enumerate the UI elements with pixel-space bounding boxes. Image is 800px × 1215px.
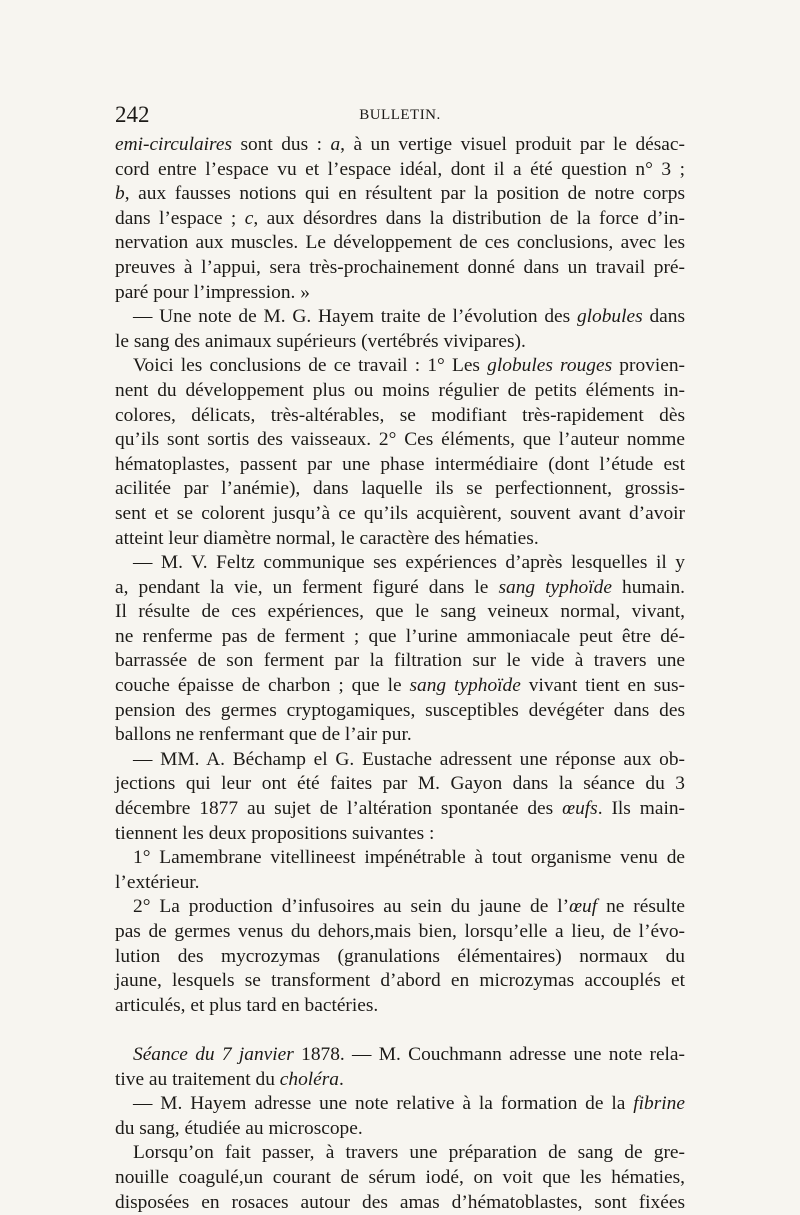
text-run: atteint leur diamètre normal, le caractère des hématies.: [115, 527, 539, 549]
text-line: [115, 305, 685, 330]
text-line: [115, 453, 685, 478]
text-run: .: [339, 1068, 344, 1090]
text-line: [115, 1092, 685, 1117]
italic-text: sang typhoïde: [498, 576, 612, 598]
paragraph-gap: [115, 1018, 685, 1043]
italic-text: a: [330, 134, 341, 155]
text-line: [115, 625, 685, 650]
italic-text: globules: [576, 306, 643, 328]
text-run: preuves à l’appui, sera très-prochainement donné dans un travail pré-: [115, 256, 685, 278]
text-run: jaune, lesquels se transforment d’abord en microzymas accouplés et: [115, 970, 685, 992]
text-run: Lorsqu’on fait passer, à travers une préparation de sang de gre-: [133, 1142, 685, 1164]
text-run: l’extérieur.: [115, 871, 200, 893]
text-line: [115, 846, 685, 871]
text-run: ballons ne renfermant que de l’air pur.: [115, 724, 412, 746]
italic-text: fibrine: [633, 1093, 685, 1115]
text-run: Voici les conclusions de ce travail : 1° Les: [133, 355, 488, 377]
text-line: [115, 477, 685, 502]
text-line: [115, 1117, 685, 1142]
text-line: [115, 502, 685, 527]
text-line: [115, 920, 685, 945]
text-line: [115, 379, 685, 404]
text-run: , à un vertige visuel produit par le désac-: [340, 134, 685, 155]
text-line: [115, 428, 685, 453]
text-run: nent du développement plus ou moins régulier de petits éléments in-: [115, 379, 685, 401]
text-line: [115, 133, 685, 158]
text-run: du sang, étudiée au microscope.: [115, 1117, 363, 1139]
text-line: [115, 772, 685, 797]
text-line: [115, 158, 685, 183]
text-run: pas de germes venus du dehors,mais bien, lorsqu’elle a lieu, de l’évo-: [115, 921, 685, 942]
text-line: [115, 871, 685, 896]
text-run: tiennent les deux propositions suivantes :: [115, 822, 435, 844]
text-run: hématoplastes, passent par une phase intermédiaire (dont l’étude est: [115, 453, 685, 475]
text-run: — Une note de M. G. Hayem traite de l’évolution des: [133, 306, 577, 328]
text-run: nervation aux muscles. Le développement de ces conclusions, avec les: [115, 232, 685, 254]
italic-text: b: [115, 183, 125, 205]
text-run: . Ils main-: [597, 798, 686, 820]
running-head: BULLETIN.: [359, 107, 441, 123]
text-run: Il résulte de ces expériences, que le sang veineux normal, vivant,: [115, 601, 685, 623]
text-run: ne résulte: [597, 896, 685, 918]
text-line: [115, 994, 685, 1019]
text-run: — M. Hayem adresse une note relative à la formation de la: [133, 1093, 634, 1115]
text-line: [115, 527, 685, 552]
text-run: tive au traitement du: [115, 1068, 280, 1090]
text-run: cord entre l’espace vu et l’espace idéal, dont il a été question n° 3 ;: [115, 158, 685, 180]
italic-text: Séance du 7 janvier: [133, 1043, 294, 1065]
text-line: [115, 182, 685, 207]
text-run: 2° La production d’infusoires au sein du jaune de l’: [133, 896, 570, 918]
text-run: qu’ils sont sortis des vaisseaux. 2° Ces éléments, que l’auteur nomme: [115, 429, 685, 451]
text-run: — M. V. Feltz communique ses expériences d’après lesquelles il y: [133, 552, 685, 574]
text-line: [115, 281, 685, 306]
text-run: décembre 1877 au sujet de l’altération spontanée des: [115, 798, 563, 820]
text-run: sont dus :: [232, 134, 331, 155]
text-line: [115, 256, 685, 281]
text-run: , aux désordres dans la distribution de la force d’in-: [253, 207, 685, 229]
text-line: [115, 404, 685, 429]
text-run: nouille coagulé,un courant de sérum iodé, on voit que les hématies,: [115, 1166, 685, 1188]
text-run: a, pendant la vie, un ferment figuré dans le: [115, 576, 499, 598]
text-line: [115, 1141, 685, 1166]
text-run: ne renferme pas de ferment ; que l’urine ammoniacale peut être dé-: [115, 625, 685, 647]
text-line: [115, 1166, 685, 1191]
italic-text: œuf: [569, 896, 598, 918]
text-line: [115, 969, 685, 994]
text-run: provien-: [612, 355, 685, 377]
text-run: pension des germes cryptogamiques, susceptibles devégéter dans des: [115, 699, 685, 721]
text-run: vivant tient en sus-: [520, 675, 685, 697]
text-line: [115, 551, 685, 576]
italic-text: choléra: [279, 1068, 339, 1090]
text-run: acilitée par l’anémie), dans laquelle ils se perfectionnent, grossis-: [115, 478, 685, 500]
text-run: 1° Lamembrane vitellineest impénétrable à tout organisme venu de: [133, 847, 685, 869]
italic-text: globules rouges: [487, 355, 613, 377]
text-line: [115, 649, 685, 674]
text-run: paré pour l’impression. »: [115, 281, 310, 303]
text-line: [115, 231, 685, 256]
italic-text: emi-circulaires: [115, 134, 233, 155]
text-line: [115, 822, 685, 847]
text-run: lution des mycrozymas (granulations élémentaires) normaux du: [115, 945, 685, 967]
text-line: [115, 330, 685, 355]
text-line: [115, 576, 685, 601]
page-header: [115, 102, 685, 126]
text-run: dans l’espace ;: [115, 207, 245, 229]
text-line: [115, 748, 685, 773]
text-run: le sang des animaux supérieurs (vertébrés vivipares).: [115, 330, 526, 352]
text-run: barrassée de son ferment par la filtration sur le vide à travers une: [115, 650, 685, 672]
text-run: sent et se colorent jusqu’à ce qu’ils acquièrent, souvent avant d’avoir: [115, 502, 685, 524]
text-run: , aux fausses notions qui en résultent par la position de notre corps: [124, 183, 685, 205]
text-run: dans: [642, 306, 685, 328]
text-run: couche épaisse de charbon ; que le: [115, 675, 410, 697]
text-run: — MM. A. Béchamp el G. Eustache adressent une réponse aux ob-: [133, 748, 685, 770]
italic-text: sang typhoïde: [409, 675, 521, 697]
text-line: [115, 600, 685, 625]
text-line: [115, 699, 685, 724]
text-run: disposées en rosaces autour des amas d’hématoblastes, sont fixées: [115, 1191, 685, 1213]
body-text: [115, 133, 685, 1215]
page-number: 242: [115, 102, 150, 127]
text-line: [115, 797, 685, 822]
text-line: [115, 1068, 685, 1093]
text-line: [115, 1043, 685, 1068]
text-run: colores, délicats, très-altérables, se modifiant très-rapidement dès: [115, 404, 685, 426]
text-run: articulés, et plus tard en bactéries.: [115, 994, 379, 1016]
text-line: [115, 207, 685, 232]
text-line: [115, 1191, 685, 1215]
text-line: [115, 354, 685, 379]
text-line: [115, 895, 685, 920]
text-run: humain.: [611, 576, 686, 598]
text-run: 1878. — M. Couchmann adresse une note rela-: [293, 1043, 685, 1065]
text-line: [115, 723, 685, 748]
italic-text: c: [244, 207, 254, 229]
italic-text: œufs: [562, 798, 598, 820]
text-line: [115, 945, 685, 970]
text-run: jections qui leur ont été faites par M. Gayon dans la séance du 3: [115, 773, 685, 795]
text-line: [115, 674, 685, 699]
